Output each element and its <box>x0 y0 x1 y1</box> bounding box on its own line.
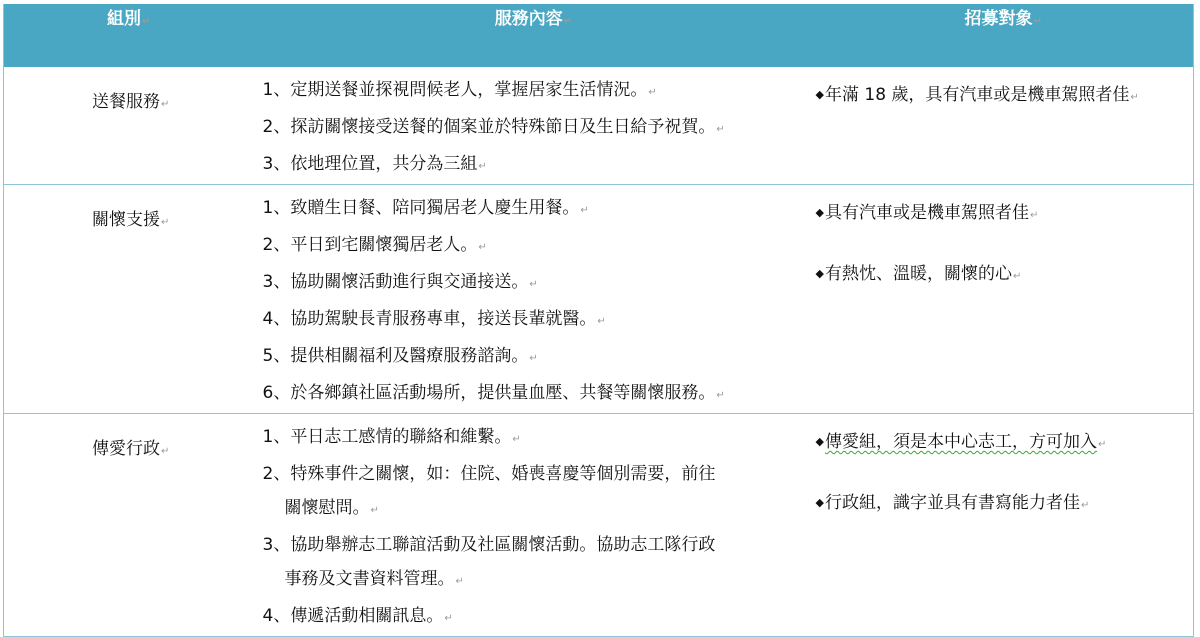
target-item: ◆行政組，識字並具有書寫能力者佳↵ <box>815 493 1090 513</box>
service-item-continuation: 關懷慰問。↵ <box>284 498 379 518</box>
service-cell <box>254 67 814 185</box>
service-cell <box>254 185 814 414</box>
volunteer-table <box>3 4 1194 637</box>
service-item: 2、特殊事件之關懷，如：住院、婚喪喜慶等個別需要，前往 <box>262 464 716 484</box>
table-row <box>4 67 1194 185</box>
service-item: 4、傳遞活動相關訊息。↵ <box>262 606 453 626</box>
service-item: 3、依地理位置，共分為三組↵ <box>262 154 487 174</box>
diamond-bullet-icon: ◆ <box>815 88 824 101</box>
header-service: 服務內容↵ <box>254 4 814 67</box>
service-item: 2、平日到宅關懷獨居老人。↵ <box>262 235 487 255</box>
diamond-bullet-icon: ◆ <box>815 496 824 509</box>
service-cell <box>254 414 814 637</box>
group-cell: 送餐服務↵ <box>4 67 254 185</box>
table-row <box>4 185 1194 414</box>
header-row <box>4 4 1194 67</box>
service-item: 1、定期送餐並探視問候老人，掌握居家生活情況。↵ <box>262 80 657 100</box>
service-item: 6、於各鄉鎮社區活動場所，提供量血壓、共餐等關懷服務。↵ <box>262 383 725 403</box>
diamond-bullet-icon: ◆ <box>815 267 824 280</box>
target-cell <box>814 414 1194 637</box>
diamond-bullet-icon: ◆ <box>815 206 824 219</box>
service-item: 3、協助舉辦志工聯誼活動及社區關懷活動。協助志工隊行政 <box>262 535 716 555</box>
service-item: 1、平日志工感情的聯絡和維繫。↵ <box>262 427 521 447</box>
target-cell <box>814 67 1194 185</box>
diamond-bullet-icon: ◆ <box>815 435 824 448</box>
service-item: 4、協助駕駛長青服務專車，接送長輩就醫。↵ <box>262 309 606 329</box>
target-item: ◆有熱忱、溫暖，關懷的心↵ <box>815 264 1022 284</box>
table-row <box>4 414 1194 637</box>
service-item-continuation: 事務及文書資料管理。↵ <box>284 569 464 589</box>
target-item: ◆年滿 18 歲，具有汽車或是機車駕照者佳↵ <box>815 85 1139 105</box>
group-cell: 關懷支援↵ <box>4 185 254 414</box>
service-item: 5、提供相關福利及醫療服務諮詢。↵ <box>262 346 538 366</box>
header-group: 組別↵ <box>4 4 254 67</box>
service-item: 2、探訪關懷接受送餐的個案並於特殊節日及生日給予祝賀。↵ <box>262 117 725 137</box>
header-target: 招募對象↵ <box>814 4 1194 67</box>
service-item: 3、協助關懷活動進行與交通接送。↵ <box>262 272 538 292</box>
target-item: ◆具有汽車或是機車駕照者佳↵ <box>815 203 1039 223</box>
group-cell: 傳愛行政↵ <box>4 414 254 637</box>
target-item: ◆傳愛組，須是本中心志工，方可加入↵ <box>815 432 1107 452</box>
target-cell <box>814 185 1194 414</box>
service-item: 1、致贈生日餐、陪同獨居老人慶生用餐。↵ <box>262 198 589 218</box>
